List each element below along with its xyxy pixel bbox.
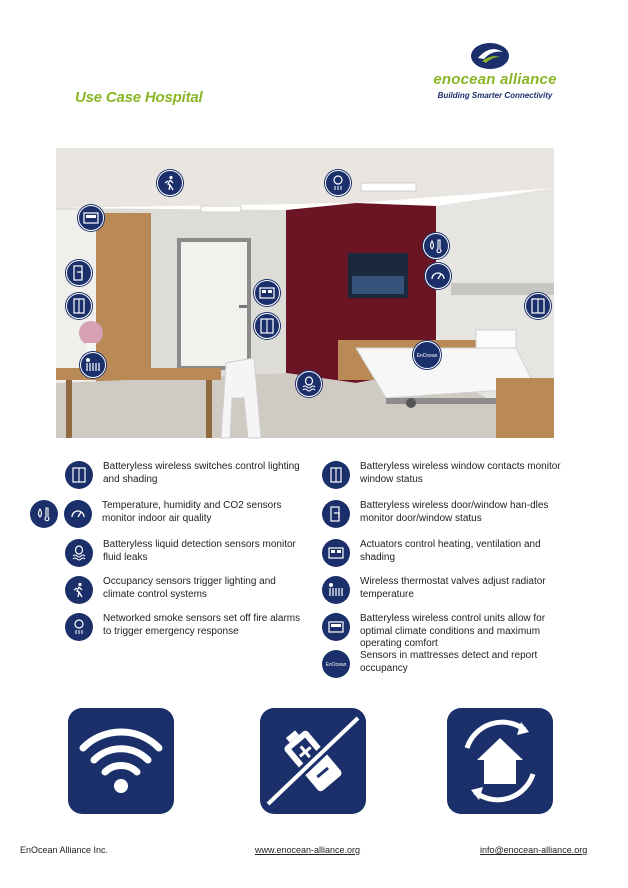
legend-text: Batteryless wireless window contacts monitor window status xyxy=(360,461,561,485)
logo-tagline: Building Smarter Connectivity xyxy=(437,91,553,100)
marker-temperature[interactable] xyxy=(423,233,449,259)
marker-liquid[interactable] xyxy=(296,371,322,397)
legend-text: Actuators control heating, ventilation and shading xyxy=(360,539,541,563)
logo-name: enocean alliance xyxy=(433,71,557,88)
marker-co2-gauge[interactable] xyxy=(425,263,451,289)
mattress-badge-text: EnOcean xyxy=(325,662,347,668)
actuator-icon xyxy=(322,539,350,567)
mattress-sensor-icon xyxy=(322,650,350,678)
legend-item-window-contacts xyxy=(322,461,565,489)
window-switch-icon xyxy=(65,461,93,489)
footer-email-link[interactable]: info@enocean-alliance.org xyxy=(480,845,588,855)
legend-item-door-handles xyxy=(322,500,565,528)
legend-item-liquid xyxy=(65,539,303,567)
marker-smoke[interactable] xyxy=(325,170,351,196)
legend xyxy=(0,458,628,688)
marker-actuator[interactable] xyxy=(254,280,280,306)
smoke-sensor-icon xyxy=(65,613,93,641)
legend-text: Networked smoke sensors set off fire alarms to trigger emergency response xyxy=(103,613,301,637)
legend-text: Batteryless liquid detection sensors monitor fluid leaks xyxy=(103,539,296,563)
marker-door-handle[interactable] xyxy=(66,260,92,286)
legend-item-switches xyxy=(65,461,303,489)
footer-website-link[interactable]: www.enocean-alliance.org xyxy=(255,845,361,855)
marker-window-contact-right[interactable] xyxy=(525,293,551,319)
marker-window-contact[interactable] xyxy=(66,293,92,319)
legend-text: Batteryless wireless switches control lighting and shading xyxy=(103,461,300,485)
occupancy-walker-icon xyxy=(65,576,93,604)
legend-item-mattress xyxy=(322,650,565,678)
marker-window-switch[interactable] xyxy=(254,313,280,339)
co2-gauge-icon xyxy=(64,500,92,528)
enocean-logo-icon xyxy=(470,42,510,70)
legend-item-smoke xyxy=(65,613,303,641)
marker-mattress[interactable] xyxy=(413,341,441,369)
liquid-sensor-icon xyxy=(65,539,93,567)
no-battery-icon xyxy=(260,708,366,814)
door-handle-icon xyxy=(322,500,350,528)
marker-control-unit[interactable] xyxy=(78,205,104,231)
legend-text: Sensors in mattresses detect and report occupancy xyxy=(360,650,538,674)
control-unit-icon xyxy=(322,613,350,641)
legend-text: Batteryless wireless door/window han-dles monitor door/window status xyxy=(360,500,549,524)
legend-item-occupancy xyxy=(65,576,303,604)
thermometer-icon xyxy=(30,500,58,528)
legend-text: Batteryless wireless control units allow for optimal climate conditions and maximum operating comfort xyxy=(360,613,546,649)
legend-item-air-quality xyxy=(30,500,302,528)
legend-item-control-units xyxy=(322,613,565,651)
legend-text: Wireless thermostat valves adjust radiator temperature xyxy=(360,576,546,600)
legend-text: Temperature, humidity and CO2 sensors monitor indoor air quality xyxy=(102,500,282,524)
marker-thermostat-valve[interactable] xyxy=(80,352,106,378)
marker-occupancy[interactable] xyxy=(157,170,183,196)
legend-item-thermostat xyxy=(322,576,565,604)
window-contact-icon xyxy=(322,461,350,489)
thermostat-valve-icon xyxy=(322,576,350,604)
mattress-badge: EnOcean xyxy=(416,353,438,359)
enocean-logo xyxy=(420,40,570,110)
footer-company: EnOcean Alliance Inc. xyxy=(20,845,109,855)
legend-item-actuators xyxy=(322,539,565,567)
page-title: Use Case Hospital xyxy=(75,89,203,106)
sustainable-home-icon xyxy=(447,708,553,814)
wireless-icon xyxy=(68,708,174,814)
legend-text: Occupancy sensors trigger lighting and climate control systems xyxy=(103,576,276,600)
